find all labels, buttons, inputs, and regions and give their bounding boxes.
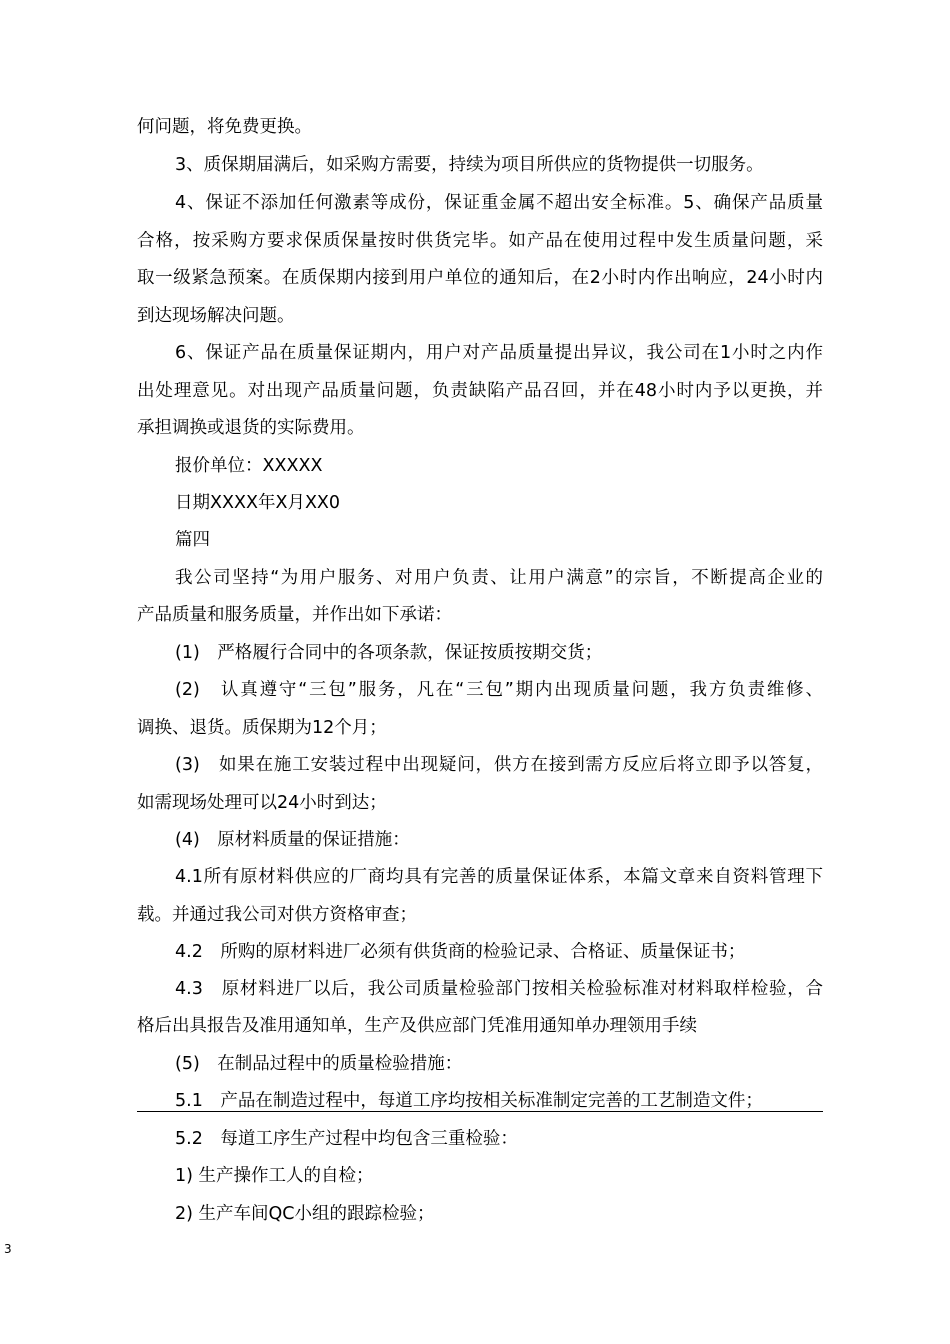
list-item: (1) 严格履行合同中的各项条款，保证按质按期交货； <box>175 643 603 663</box>
text-line: 如需现场处理可以24小时到达； <box>137 793 387 813</box>
text-line: 日期XXXX年X月XX0 <box>175 493 341 513</box>
text-line: 6、保证产品在质量保证期内，用户对产品质量提出异议，我公司在1小时之内作 <box>175 343 823 363</box>
text-line: 产品质量和服务质量，并作出如下承诺： <box>137 605 452 625</box>
list-item: (4) 原材料质量的保证措施： <box>175 830 410 850</box>
section-heading: 篇四 <box>175 530 210 550</box>
text-line: 取一级紧急预案。在质保期内接到用户单位的通知后，在2小时内作出响应，24小时内 <box>137 268 823 288</box>
text-line: 报价单位：XXXXX <box>175 456 323 476</box>
list-item: 4.1所有原材料供应的厂商均具有完善的质量保证体系，本篇文章来自资料管理下 <box>175 867 823 887</box>
text-line: 调换、退货。质保期为12个月； <box>137 718 387 738</box>
text-line: 载。并通过我公司对供方资格审查； <box>137 905 417 925</box>
page-number: 3 <box>4 1242 12 1256</box>
text-line: 合格，按采购方要求保质保量按时供货完毕。如产品在使用过程中发生质量问题，采 <box>137 231 823 251</box>
text-line: 出处理意见。对出现产品质量问题，负责缺陷产品召回，并在48小时内予以更换，并 <box>137 381 823 401</box>
list-item: 1) 生产操作工人的自检； <box>175 1166 374 1186</box>
text-line: 我公司坚持“为用户服务、对用户负责、让用户满意”的宗旨，不断提高企业的 <box>175 568 823 588</box>
text-line: 格后出具报告及准用通知单，生产及供应部门凭准用通知单办理领用手续 <box>137 1016 697 1036</box>
list-item: 4.3 原材料进厂以后，我公司质量检验部门按相关检验标准对材料取样检验，合 <box>175 979 823 999</box>
list-item: 2) 生产车间QC小组的跟踪检验； <box>175 1204 435 1224</box>
list-item: (2) 认真遵守“三包”服务，凡在“三包”期内出现质量问题，我方负责维修、 <box>175 680 823 700</box>
text-line: 3、质保期届满后，如采购方需要，持续为项目所供应的货物提供一切服务。 <box>175 155 764 175</box>
text-line: 4、保证不添加任何激素等成份，保证重金属不超出安全标准。5、确保产品质量 <box>175 193 823 213</box>
text-line: 何问题，将免费更换。 <box>137 117 312 137</box>
text-line: 到达现场解决问题。 <box>137 306 295 326</box>
list-item: 4.2 所购的原材料进厂必须有供货商的检验记录、合格证、质量保证书； <box>175 942 746 962</box>
text-line: 承担调换或退货的实际费用。 <box>137 418 365 438</box>
list-item: 5.2 每道工序生产过程中均包含三重检验： <box>175 1129 518 1149</box>
list-item: (5) 在制品过程中的质量检验措施： <box>175 1054 463 1074</box>
list-item: 5.1 产品在制造过程中，每道工序均按相关标准制定完善的工艺制造文件； <box>175 1091 763 1111</box>
horizontal-rule <box>137 1111 823 1112</box>
list-item: (3) 如果在施工安装过程中出现疑问，供方在接到需方反应后将立即予以答复， <box>175 755 823 775</box>
